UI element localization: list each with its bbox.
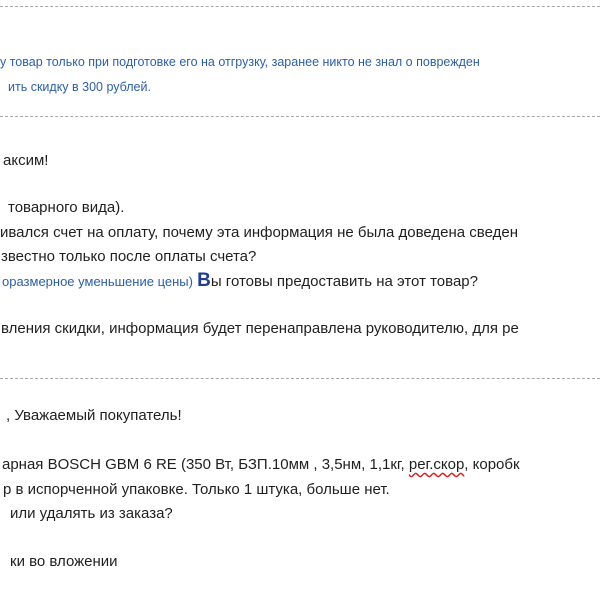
shop-line-4: ки во вложении [10,553,118,570]
shop-line-2: р в испорченной упаковке. Только 1 штука, больше нет. [3,481,390,498]
customer-line-5: вления скидки, информация будет перенаправлена руководителю, для ре [1,320,519,337]
separator-2 [0,378,600,379]
separator-top [0,6,600,7]
customer-line-4 [2,272,478,291]
emphasized-letter: В [197,270,211,291]
customer-line-2: ивался счет на оплату, почему эта информация не была доведена сведен [0,224,518,241]
shop-line-1 [2,456,520,474]
customer-greeting: аксим! [3,152,49,169]
shop-line-3: или удалять из заказа? [10,505,173,522]
reply-note-line-1: у товар только при подготовке его на отгрузку, заранее никто не знал о поврежден [0,55,480,69]
separator-1 [0,116,600,117]
reply-note-line-2: ить скидку в 300 рублей. [8,80,151,94]
misspelled-word: рег.скор [408,456,465,473]
customer-line-1: товарного вида). [8,199,125,216]
shop-greeting: , Уважаемый покупатель! [6,407,182,424]
price-reduction-phrase: оразмерное уменьшение цены) [2,274,193,289]
shop-line-1-prefix: арная BOSCH GBM 6 RE (350 Вт, БЗП.10мм , 3,5нм, 1,1кг, [2,456,409,473]
shop-line-1-suffix: , коробк [464,456,520,473]
customer-line-3: звестно только после оплаты счета? [1,248,257,265]
customer-line-4-rest: ы готовы предоставить на этот товар? [210,273,478,290]
